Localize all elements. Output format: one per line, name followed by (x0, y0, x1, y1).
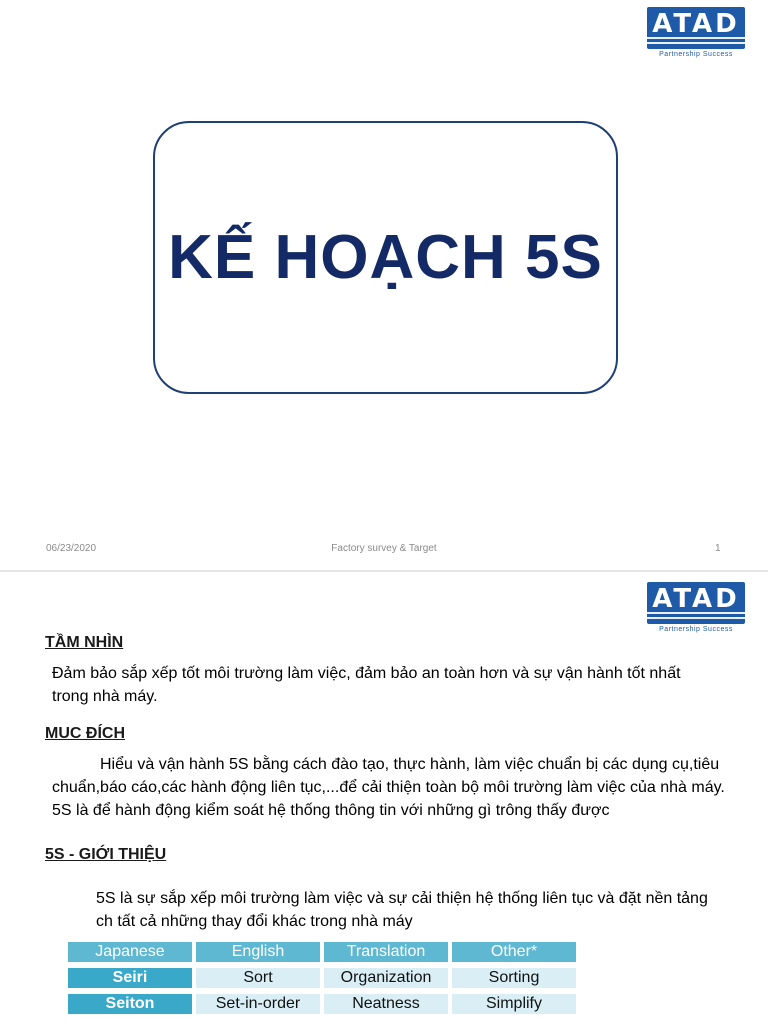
table-header-row (68, 942, 576, 962)
table-cell: Sorting (452, 968, 576, 988)
table-header-other: Other* (452, 942, 576, 962)
table-cell: Set-in-order (196, 994, 320, 1014)
vision-text: Đảm bảo sắp xếp tốt môi trường làm việc, đảm bảo an toàn hơn và sự vận hành tốt nhất trong nhà máy. (52, 665, 681, 705)
table-header-english: English (196, 942, 320, 962)
table-cell: Neatness (324, 994, 448, 1014)
slide-title: KẾ HOẠCH 5S (168, 223, 603, 292)
intro-heading: 5S - GIỚI THIỆU (45, 846, 167, 863)
purpose-heading: MUC ĐÍCH (45, 725, 125, 742)
5s-table (64, 936, 580, 1020)
table-header-japanese: Japanese (68, 942, 192, 962)
logo-stripe (647, 617, 745, 619)
logo-text: ATAD (652, 584, 740, 614)
table-cell: Organization (324, 968, 448, 988)
atad-logo (647, 582, 745, 638)
logo-tagline: Partnership Success (659, 51, 733, 58)
logo-stripe (647, 42, 745, 44)
logo-box (647, 582, 745, 624)
logo-text: ATAD (652, 9, 740, 39)
title-box (153, 121, 618, 394)
footer-date: 06/23/2020 (46, 543, 97, 554)
vision-heading: TẦM NHÌN (45, 634, 124, 651)
intro-text: 5S là sự sắp xếp môi trường làm việc và sự cải thiện hệ thống liên tục và đặt nền tảng ch tất cả những thay đổi khác trong nhà máy (96, 890, 708, 930)
table-cell: Seiri (68, 968, 192, 988)
table-cell: Sort (196, 968, 320, 988)
table-row (68, 968, 576, 988)
table-cell: Seiton (68, 994, 192, 1014)
table-row (68, 994, 576, 1014)
purpose-text: Hiểu và vận hành 5S bằng cách đào tạo, thực hành, làm việc chuẩn bị các dụng cụ,tiêu chuẩn,báo cáo,các hành động liên tục,...để cải thiện toàn bộ môi trường làm việc của nhà máy. 5S là để hành động kiểm soát hệ thống thông tin với những gì trông thấy được (52, 756, 725, 819)
logo-tagline: Partnership Success (659, 626, 733, 633)
atad-logo (647, 7, 745, 63)
table-cell: Simplify (452, 994, 576, 1014)
footer-page-number: 1 (715, 543, 721, 554)
logo-box (647, 7, 745, 49)
footer-center: Factory survey & Target (331, 543, 437, 554)
table-header-translation: Translation (324, 942, 448, 962)
